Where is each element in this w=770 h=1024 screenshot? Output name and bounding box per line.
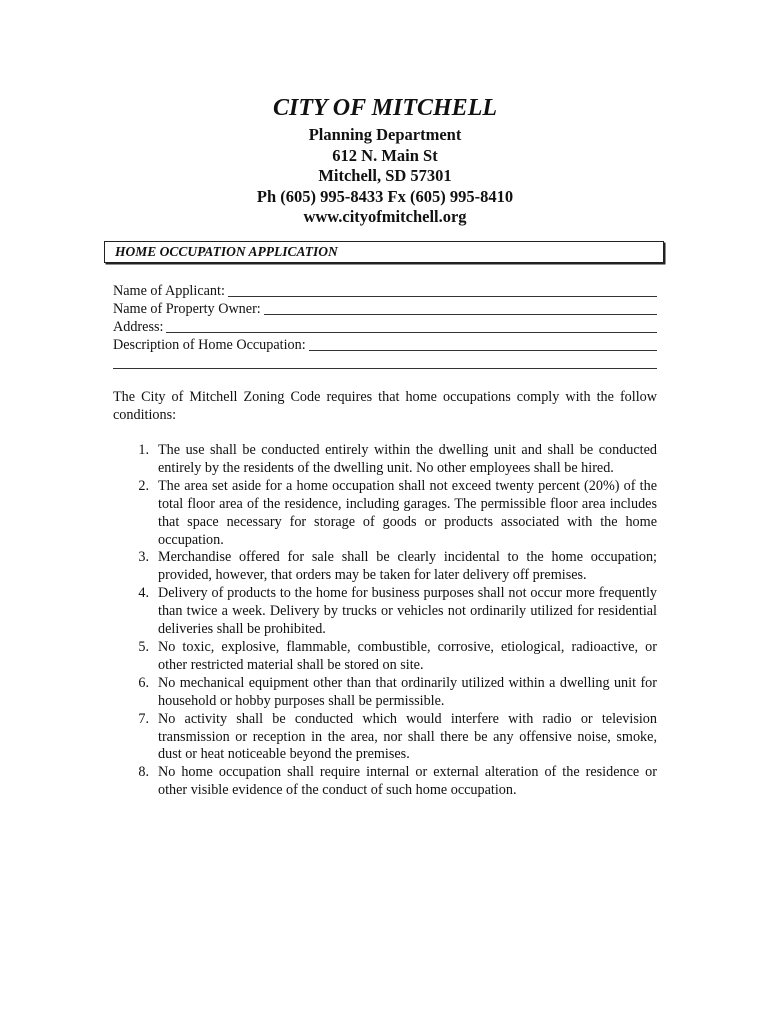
list-item-number: 4.: [138, 585, 149, 602]
city-state-zip: Mitchell, SD 57301: [318, 166, 452, 185]
address-field[interactable]: [166, 331, 657, 333]
property-owner-field[interactable]: [264, 313, 657, 315]
list-item: [113, 639, 657, 675]
list-item: [113, 585, 657, 639]
list-item-text: The area set aside for a home occupation shall not exceed twenty percent (20%) of the total floor area of the residence, including garages. The permissible floor area includes that space necessary for storage of goods or products associated with the home occupation.: [158, 477, 657, 548]
applicant-name-row: [113, 282, 657, 300]
list-item: [113, 675, 657, 711]
property-owner-row: [113, 300, 657, 318]
list-item-number: 8.: [138, 764, 149, 781]
street-address: 612 N. Main St: [332, 145, 438, 165]
list-item: [113, 478, 657, 550]
list-item-text: No toxic, explosive, flammable, combustible, corrosive, etiological, radioactive, or other restricted material shall be stored on site.: [158, 638, 657, 673]
list-item: [113, 764, 657, 800]
applicant-name-field[interactable]: [228, 295, 657, 297]
list-item-text: The use shall be conducted entirely within the dwelling unit and shall be conducted entirely by the residents of the dwelling unit. No other employees shall be hired.: [158, 442, 657, 476]
intro-paragraph: The City of Mitchell Zoning Code requires that home occupations comply with the follow conditions:: [113, 389, 657, 423]
occupation-description-field[interactable]: [309, 349, 657, 351]
list-item-number: 5.: [138, 638, 149, 655]
list-item-text: No home occupation shall require internal or external alteration of the residence or other visible evidence of the conduct of such home occupation.: [158, 764, 657, 799]
list-item-number: 1.: [138, 442, 149, 458]
list-item-text: Merchandise offered for sale shall be clearly incidental to the home occupation; provided, however, that orders may be taken for later delivery off premises.: [158, 549, 657, 584]
list-item: [113, 711, 657, 765]
list-item-text: No mechanical equipment other than that ordinarily utilized within a dwelling unit for household or hobby purposes shall be permissible.: [158, 674, 657, 709]
applicant-name-label: Name of Applicant:: [113, 283, 225, 299]
phone-fax: Ph (605) 995-8433 Fx (605) 995-8410: [256, 186, 514, 206]
list-item-text: No activity shall be conducted which would interfere with radio or television transmission or reception in the area, nor shall there be any offensive noise, smoke, dust or heat noticeable beyond the premises.: [158, 710, 657, 763]
list-item-text: Delivery of products to the home for business purposes shall not occur more frequently than twice a week. Delivery by trucks or vehicles not ordinarily utilized for residential deliveries shall be prohibited.: [158, 585, 657, 638]
letterhead: [0, 94, 770, 228]
website-url: www.cityofmitchell.org: [303, 207, 467, 226]
list-item-number: 6.: [138, 674, 149, 691]
list-item: [113, 442, 657, 478]
conditions-list: [113, 442, 657, 800]
list-item-number: 2.: [138, 477, 149, 494]
department-name: Planning Department: [308, 125, 462, 144]
address-label: Address:: [113, 319, 164, 335]
list-item-number: 7.: [138, 710, 149, 727]
city-title: CITY OF MITCHELL: [272, 95, 498, 121]
property-owner-label: Name of Property Owner:: [113, 301, 261, 317]
application-fields: [113, 282, 657, 369]
list-item: [113, 549, 657, 585]
occupation-description-label: Description of Home Occupation:: [113, 337, 306, 353]
section-title: HOME OCCUPATION APPLICATION: [115, 244, 338, 259]
section-title-box: [104, 241, 664, 263]
list-item-number: 3.: [138, 549, 149, 566]
address-row: [113, 318, 657, 336]
